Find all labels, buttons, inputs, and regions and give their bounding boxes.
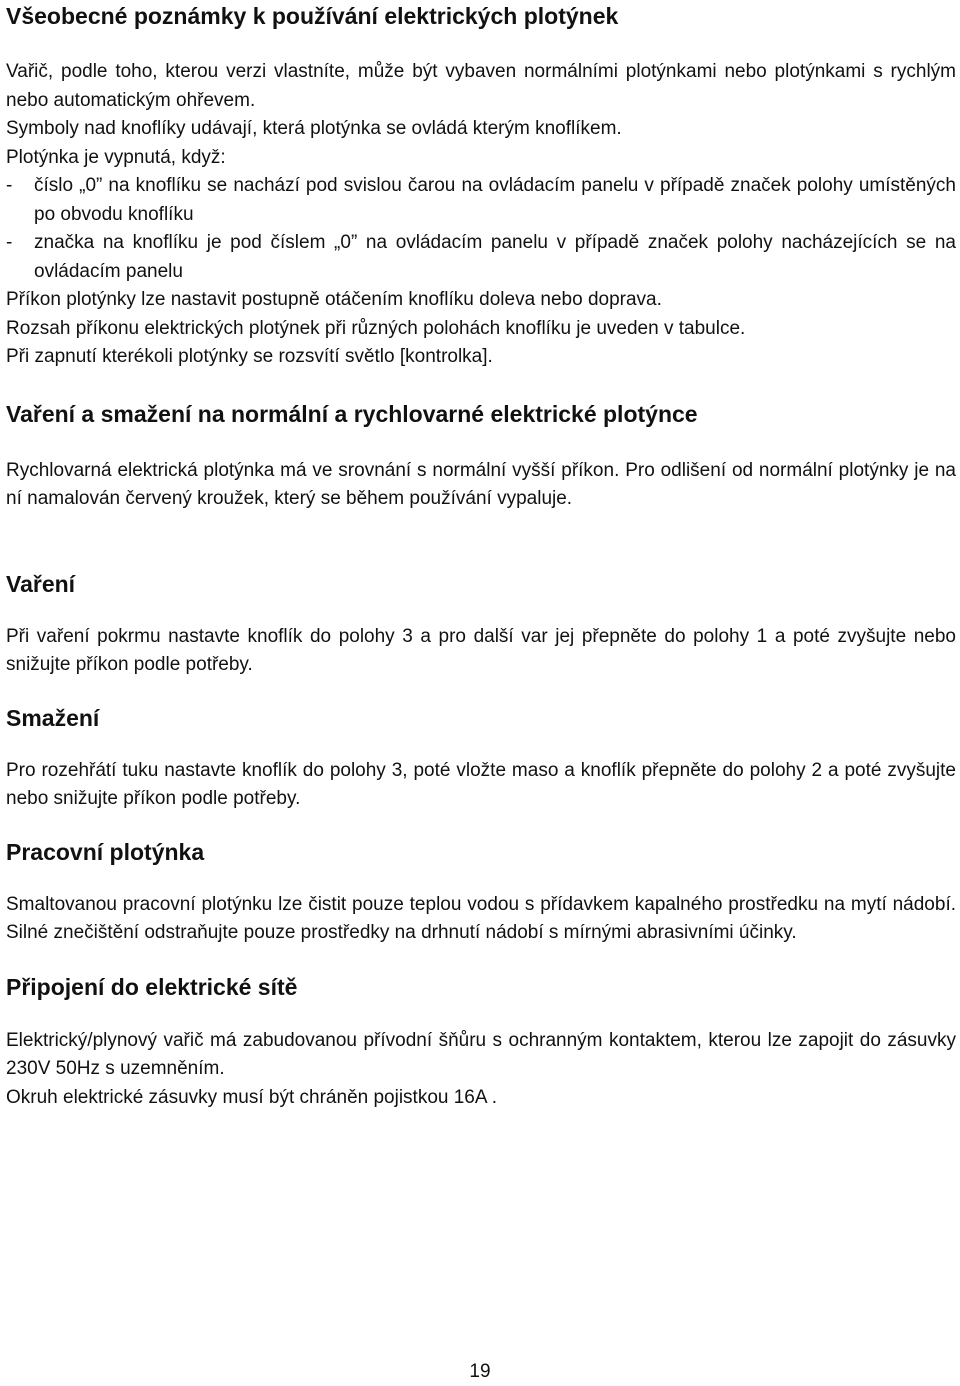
intro-paragraph-4: Příkon plotýnky lze nastavit postupně otáčením knoflíku doleva nebo doprava. — [6, 289, 662, 310]
list-item-text: číslo „0” na knoflíku se nachází pod svislou čarou na ovládacím panelu v případě značek polohy umístěných po obvodu knoflíku — [34, 175, 956, 225]
intro-paragraph-5: Rozsah příkonu elektrických plotýnek při různých polohách knoflíku je uveden v tabulce. — [6, 317, 746, 339]
page-title: Všeobecné poznámky k používání elektrických plotýnek — [6, 3, 619, 29]
document-page — [6, 0, 956, 1384]
section-text-cooking: Při vaření pokrmu nastavte knoflík do polohy 3 a pro další var jej přepněte do polohy 1 a poté zvyšujte nebo snižujte příkon podle potřeby. — [6, 625, 956, 675]
intro-paragraph-3: Plotýnka je vypnutá, když: — [6, 146, 226, 168]
section-text-normal-fast: Rychlovarná elektrická plotýnka má ve srovnání s normální vyšší příkon. Pro odlišení od normální plotýnky je na ní namalován červený kroužek, který se během používání vypaluje. — [6, 459, 956, 509]
intro-paragraph-2: Symboly nad knoflíky udávají, která plotýnka se ovládá kterým knoflíkem. — [6, 118, 622, 139]
page-number: 19 — [469, 1361, 491, 1382]
intro-paragraph-6: Při zapnutí kterékoli plotýnky se rozsvítí světlo [kontrolka]. — [6, 346, 493, 367]
section-heading-frying: Smažení — [6, 704, 100, 731]
intro-paragraph-1: Vařič, podle toho, kterou verzi vlastníte, může být vybaven normálními plotýnkami nebo plotýnkami s rychlým nebo automatickým ohřevem. — [6, 61, 956, 111]
section-heading-cooking: Vaření — [6, 570, 76, 597]
list-item — [6, 229, 956, 286]
intro-block — [6, 58, 956, 372]
section-text-frying: Pro rozehřátí tuku nastavte knoflík do polohy 3, poté vložte maso a knoflík přepněte do polohy 2 a poté zvyšujte nebo snižujte příkon podle potřeby. — [6, 759, 956, 809]
section-text-work-plate: Smaltovanou pracovní plotýnku lze čistit pouze teplou vodou s přídavkem kapalného prostředku na mytí nádobí. Silné znečištění odstraňujte pouze prostředky na drhnutí nádobí s mírnými abrasivními účinky. — [6, 893, 956, 943]
bullet-dash: - — [6, 175, 13, 196]
list-item — [6, 172, 956, 229]
section-heading-connection: Připojení do elektrické sítě — [6, 973, 298, 1000]
list-item-text: značka na knoflíku je pod číslem „0” na ovládacím panelu v případě značek polohy nacházejících se na ovládacím panelu — [34, 232, 956, 282]
section-heading-normal-fast: Vaření a smažení na normální a rychlovarné elektrické plotýnce — [6, 400, 698, 427]
section-heading-work-plate: Pracovní plotýnka — [6, 838, 205, 865]
section-text-connection-2: Okruh elektrické zásuvky musí být chráněn pojistkou 16A . — [6, 1086, 498, 1108]
bullet-dash: - — [6, 232, 13, 253]
section-text-connection-1: Elektrický/plynový vařič má zabudovanou přívodní šňůru s ochranným kontaktem, kterou lze zapojit do zásuvky 230V 50Hz s uzemněním. — [6, 1029, 956, 1079]
